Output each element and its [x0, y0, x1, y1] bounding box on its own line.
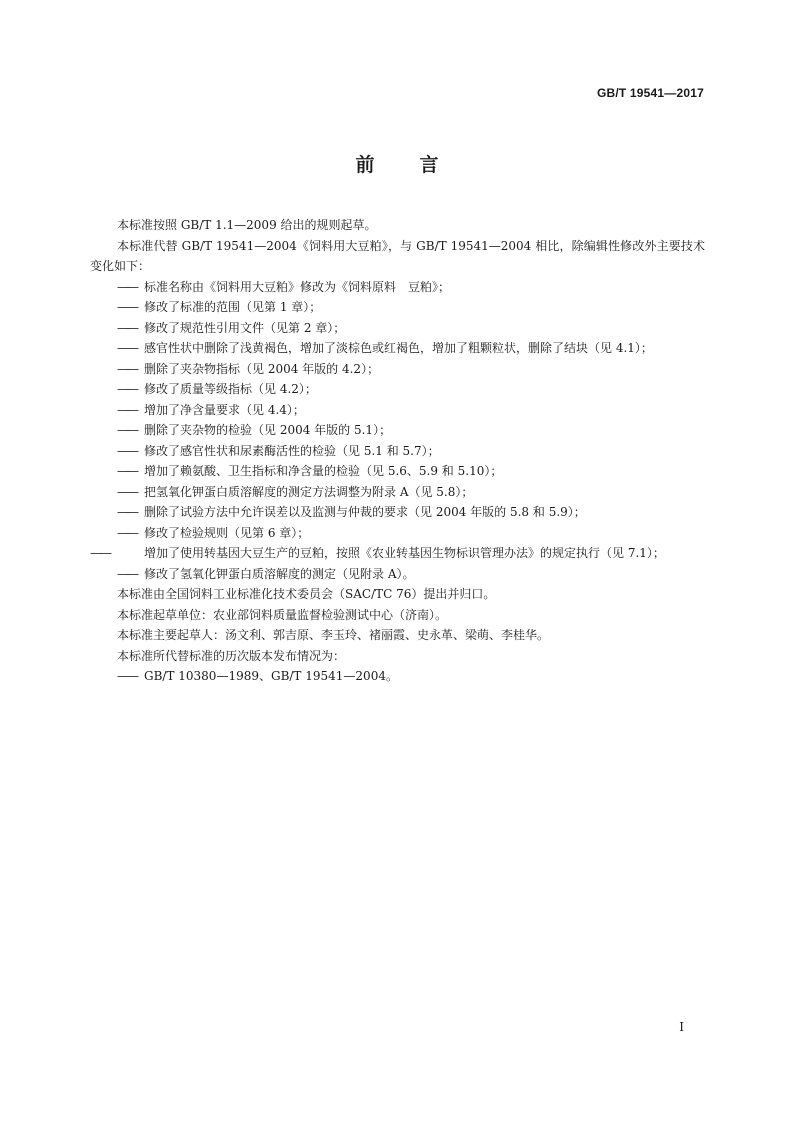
paragraph: 本标准代替 GB/T 19541—2004《饲料用大豆粕》，与 GB/T 19541—2004 相比，除编辑性修改外主要技术变化如下：	[90, 238, 705, 273]
list-item	[117, 379, 705, 400]
list-item-text: 删除了试验方法中允许误差以及监测与仲裁的要求（见 2004 年版的 5.8 和 5.9）；	[144, 505, 586, 519]
list-item-text: 感官性状中删除了浅黄褐色，增加了淡棕色或红褐色，增加了粗颗粒状，删除了结块（见 4.1）；	[144, 341, 653, 355]
list-item	[117, 461, 705, 482]
list-item	[117, 297, 705, 318]
list-item	[117, 338, 705, 359]
dash-marker: ——	[117, 464, 137, 478]
dash-marker: ——	[117, 320, 137, 335]
list-item-text: 修改了质量等级指标（见 4.2）；	[144, 382, 317, 396]
list-item-text: 增加了净含量要求（见 4.4）；	[144, 402, 305, 417]
list-item	[117, 523, 705, 544]
list-item-text: 修改了氢氧化钾蛋白质溶解度的测定（见附录 A）。	[144, 566, 415, 581]
list-item	[117, 441, 705, 462]
list-item	[117, 564, 705, 585]
paragraph: 本标准所代替标准的历次版本发布情况为：	[117, 648, 346, 663]
dash-marker: ——	[117, 382, 137, 396]
dash-marker: ——	[117, 669, 137, 683]
dash-marker: ——	[117, 279, 137, 294]
list-item-text: 增加了使用转基因大豆生产的豆粕，按照《农业转基因生物标识管理办法》的规定执行（见 7.1）；	[144, 546, 665, 560]
list-item-text: 删除了夹杂物指标（见 2004 年版的 4.2）；	[144, 361, 380, 376]
document-body	[90, 215, 705, 687]
list-item	[117, 666, 705, 687]
dash-marker: ——	[117, 402, 137, 417]
dash-marker: ——	[117, 361, 137, 376]
dash-marker: ——	[117, 505, 137, 519]
list-item	[117, 359, 705, 380]
list-item	[117, 502, 705, 523]
dash-marker: ——	[117, 341, 137, 355]
list-item-text: 标准名称由《饲料用大豆粕》修改为《饲料原料 豆粕》；	[144, 279, 451, 294]
list-item	[117, 420, 705, 441]
paragraph: 本标准主要起草人：汤文利、郭吉原、李玉玲、褚丽霞、史永革、梁萌、李桂华。	[117, 628, 550, 642]
list-item	[117, 318, 705, 339]
dash-marker: ——	[90, 546, 110, 560]
list-item	[117, 277, 705, 298]
page-title: 前言	[355, 154, 484, 176]
list-item	[117, 482, 705, 503]
paragraph: 本标准由全国饲料工业标准化技术委员会（SAC/TC 76）提出并归口。	[117, 587, 496, 601]
paragraph: 本标准起草单位：农业部饲料质量监督检验测试中心（济南）。	[117, 607, 448, 622]
list-item-text: 把氢氧化钾蛋白质溶解度的测定方法调整为附录 A（见 5.8）；	[144, 484, 474, 499]
list-item-text: GB/T 10380—1989、GB/T 19541—2004。	[144, 669, 398, 683]
dash-marker: ——	[117, 566, 137, 581]
dash-marker: ——	[117, 525, 137, 540]
dash-marker: ——	[117, 484, 137, 499]
list-item-text: 修改了标准的范围（见第 1 章）；	[144, 300, 322, 314]
list-item-text: 修改了感官性状和尿素酶活性的检验（见 5.1 和 5.7）；	[144, 443, 440, 458]
paragraph: 本标准按照 GB/T 1.1—2009 给出的规则起草。	[117, 218, 377, 232]
standard-code: GB/T 19541—2017	[596, 86, 704, 100]
dash-marker: ——	[117, 300, 137, 314]
list-item-text: 修改了规范性引用文件（见第 2 章）；	[144, 320, 346, 335]
list-item	[90, 543, 705, 564]
page-number: I	[679, 1020, 684, 1034]
dash-marker: ——	[117, 423, 137, 437]
list-item-text: 增加了赖氨酸、卫生指标和净含量的检验（见 5.6、5.9 和 5.10）；	[144, 464, 503, 478]
dash-marker: ——	[117, 443, 137, 458]
list-item-text: 删除了夹杂物的检验（见 2004 年版的 5.1）；	[144, 423, 392, 437]
list-item	[117, 400, 705, 421]
list-item-text: 修改了检验规则（见第 6 章）；	[144, 525, 310, 540]
